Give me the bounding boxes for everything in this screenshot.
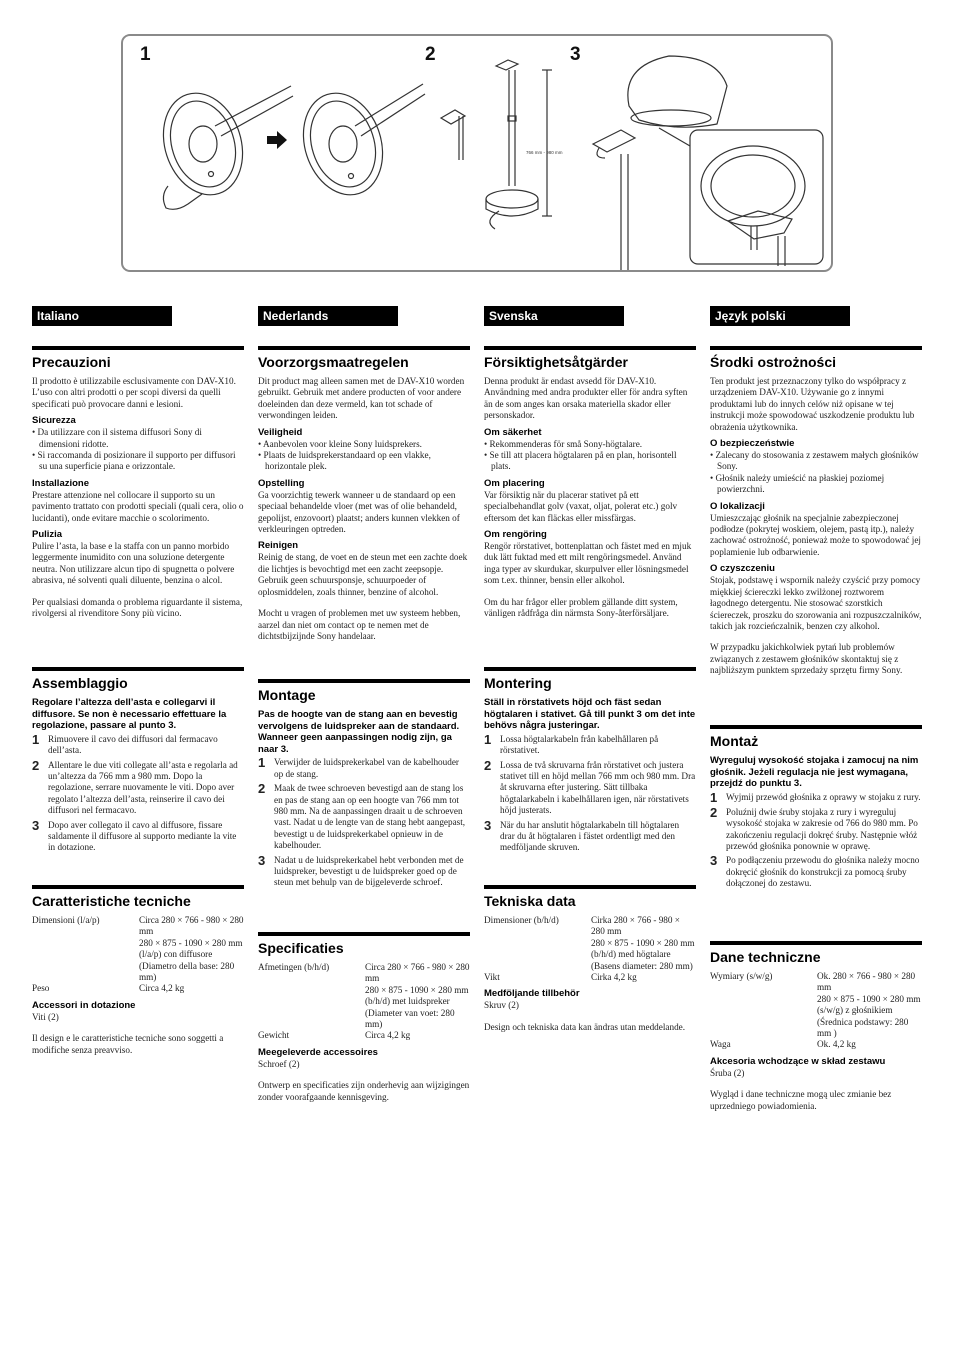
dimension-label: 766 mm - 980 mm — [526, 150, 563, 155]
spec-row — [258, 962, 470, 1030]
lead-instruction: Ställ in rörstativets höjd och fäst sedan högtalaren i stativet. Gå till punkt 3 om det inte behövs några justeringar. — [484, 697, 696, 732]
language-column — [484, 306, 696, 1035]
step-number: 3 — [258, 852, 266, 868]
paragraph: Om du har frågor eller problem gällande ditt system, vänligen rådfråga din närmsta Sony-återförsäljare. — [484, 596, 678, 619]
language-tab: Italiano — [32, 306, 172, 326]
step-text: Po podłączeniu przewodu do głośnika należy mocno dokręcić głośnik do konstrukcji za pomocą śruby dołączonej do zestawu. — [726, 855, 920, 889]
precautions-section — [484, 346, 696, 620]
step-item — [258, 783, 470, 851]
figure-step-1: 1 — [140, 44, 151, 65]
paragraph: Ten produkt jest przeznaczony tylko do współpracy z urządzeniem DAV-X10. Używanie go z innymi produktami lub do innych celów niż opisane w tej instrukcji może spowodować uszkodzenie produktu lub obrażenia użytkownika. — [710, 376, 915, 432]
figure-step-2: 2 — [425, 44, 436, 65]
paragraph: Mocht u vragen of problemen met uw systeem hebben, aarzel dan niet om contact op te nemen met de dichtstbijzijnde Sony handelaar. — [258, 608, 461, 641]
paragraph: Schroef (2) — [258, 1058, 300, 1069]
bullet-text: Plaats de luidsprekerstandaard op een vlakke, horizontale plek. — [263, 450, 431, 472]
lead-instruction: Regolare l’altezza dell’asta e collegarvi il diffusore. Se non è necessario effettuare la regolazione, passare al punto 3. — [32, 697, 227, 732]
lead-instruction: Pas de hoogte van de stang aan en bevestig vervolgens de luidspreker aan de standaard. Wanneer geen aanpassingen nodig zijn, ga naar 3. — [258, 709, 460, 755]
step-text: Rimuovere il cavo dei diffusori dal fermacavo dell’asta. — [48, 733, 218, 756]
precautions-section — [32, 346, 244, 620]
spec-row — [484, 972, 696, 983]
step-item — [710, 804, 922, 853]
base-plate-drawing-2 — [291, 83, 425, 205]
section-heading: Caratteristiche tecniche — [32, 893, 191, 909]
spec-row — [32, 983, 244, 994]
spec-value: Circa 280 × 766 - 980 × 280 mm 280 × 875 - 1090 × 280 mm (l/a/p) con diffusore (Diametro della base: 280 mm) — [139, 915, 244, 983]
arrow-icon — [267, 131, 287, 149]
spec-label: Vikt — [484, 972, 500, 983]
step-item — [484, 757, 696, 817]
spec-row — [32, 915, 244, 983]
spacer — [710, 1081, 922, 1089]
speaker-drawing — [593, 56, 727, 270]
illustration-panel — [121, 34, 833, 272]
bullet-item: • Si raccomanda di posizionare il supporto per diffusori su una superficie piana e orizzontale. — [32, 450, 236, 472]
section-heading: Montaż — [710, 733, 759, 749]
specifications-section — [258, 932, 470, 1103]
paragraph: Pulire l’asta, la base e la staffa con un panno morbido leggermente inumidito con una soluzione detergente neutra. Non utilizzare alcun tipo di spugnetta o polvere abrasiva, né solventi quali diluente, benzina o alcol. — [32, 541, 235, 586]
subheading: Om rengöring — [484, 529, 547, 541]
bullet-item: • Se till att placera högtalaren på en plan, horisontell plats. — [484, 450, 677, 472]
assembly-section — [484, 667, 696, 854]
paragraph: Umieszczając głośnik na specjalnie zabezpieczonej podłodze (pokrytej woskiem, olejem, pastą itp.), należy zachować ostrożność, ponieważ może to spowodować jej poplamienie lub odbarwienie. — [710, 512, 921, 557]
bracket-drawing — [441, 110, 465, 160]
step-number: 2 — [258, 781, 266, 797]
stand-drawing — [486, 60, 552, 229]
step-text: Verwijder de luidsprekerkabel van de kabelhouder op de stang. — [274, 757, 459, 779]
spec-row — [710, 971, 922, 1039]
spec-value: Circa 280 × 766 - 980 × 280 mm 280 × 875 - 1090 × 280 mm (b/h/d) met luidspreker (Diameter van voet: 280 mm) — [365, 962, 470, 1030]
spec-label: Gewicht — [258, 1030, 290, 1041]
spec-row — [710, 1039, 922, 1050]
paragraph: Prestare attenzione nel collocare il supporto su un pavimento trattato con prodotti speciali (quali cera, olio o lucidanti), onde evitare macchie o scolorimento. — [32, 489, 244, 523]
paragraph: Per qualsiasi domanda o problema riguardante il sistema, rivolgersi al rivenditore Sony più vicino. — [32, 596, 243, 619]
base-plate-drawing — [151, 83, 293, 210]
paragraph: W przypadku jakichkolwiek pytań lub problemów związanych z zestawem głośników skontaktuj się z najbliższym punktem sprzedaży sprzętu firmy Sony. — [710, 642, 903, 676]
specifications-section — [710, 941, 922, 1112]
subheading: O lokalizacji — [710, 500, 765, 512]
subheading: Akcesoria wchodzące w skład zestawu — [710, 1055, 886, 1067]
bullet-item: • Aanbevolen voor kleine Sony luidsprekers. — [258, 438, 422, 449]
section-heading: Försiktighetsåtgärder — [484, 354, 628, 370]
specifications-section — [484, 885, 696, 1033]
spec-row — [484, 915, 696, 972]
subheading: Opstelling — [258, 477, 305, 489]
paragraph: Ontwerp en specificaties zijn onderhevig aan wijzigingen zonder voorafgaande kennisgeving. — [258, 1080, 470, 1102]
spacer — [258, 1072, 470, 1080]
paragraph: Dit product mag alleen samen met de DAV-X10 worden gebruikt. Gebruik met andere producten of voor andere doeleinden dan deze vermeld, kan tot schade of verwondingen leiden. — [258, 376, 465, 421]
spacer — [258, 600, 470, 608]
step-item — [258, 852, 470, 889]
step-item — [32, 757, 244, 817]
step-item — [484, 817, 696, 854]
section-heading: Dane techniczne — [710, 949, 821, 965]
assembly-section — [710, 725, 922, 890]
paragraph: Ga voorzichtig tewerk wanneer u de standaard op een speciaal behandelde vloer (met was of olie behandeld, gepolijst, enzovoort) plaatst; anders kunnen vlekken of verkleuringen optreden. — [258, 489, 460, 535]
step-number: 2 — [484, 757, 492, 773]
section-heading: Montage — [258, 687, 316, 703]
section-heading: Precauzioni — [32, 354, 111, 370]
subheading: Reinigen — [258, 540, 299, 552]
bullet-item: • Da utilizzare con il sistema diffusori Sony di dimensioni ridotte. — [32, 427, 202, 449]
detail-inset-drawing — [659, 128, 823, 266]
step-number: 3 — [32, 817, 40, 833]
subheading: Medföljande tillbehör — [484, 988, 580, 1000]
step-item — [258, 757, 470, 780]
step-item — [710, 789, 922, 805]
bullet-text: Rekommenderas för små Sony-högtalare. — [489, 438, 643, 449]
bullet-text: Aanbevolen voor kleine Sony luidsprekers. — [263, 438, 422, 449]
spacer — [484, 1014, 696, 1022]
section-heading: Tekniska data — [484, 893, 576, 909]
bullet-item: • Rekommenderas för små Sony-högtalare. — [484, 438, 643, 449]
subheading: Pulizia — [32, 529, 63, 541]
precautions-section — [258, 346, 470, 642]
paragraph: Reinig de stang, de voet en de steun met een zachte doek die lichtjes is bevochtigd met een zacht zeepsopje. Gebruik geen schuursponsje, schuurpoeder of oplosmiddelen, zoals thinner, benzine of alcohol. — [258, 552, 468, 597]
precautions-section — [710, 346, 922, 677]
step-text: Wyjmij przewód głośnika z oprawy w stojaku z rury. — [726, 791, 921, 802]
step-text: Lossa de två skruvarna från rörstativet och justera stativet till en höjd mellan 766 mm och 980 mm. Dra åt skruvarna efter justering. Sätt tillbaka högtalarkabeln i kabelhållaren igen, när rörstativets höjd justerats. — [500, 759, 696, 816]
spec-value: Cirka 4,2 kg — [591, 972, 637, 983]
spec-label: Afmetingen (b/h/d) — [258, 962, 330, 972]
bullet-item: • Plaats de luidsprekerstandaard op een vlakke, horizontale plek. — [258, 450, 431, 472]
spec-value: Ok. 4,2 kg — [817, 1039, 856, 1050]
step-text: Lossa högtalarkabeln från kabelhållaren på rörstativet. — [500, 733, 659, 756]
assembly-illustration — [123, 36, 831, 270]
spec-value: Circa 4,2 kg — [365, 1030, 411, 1041]
bullet-text: Da utilizzare con il sistema diffusori Sony di dimensioni ridotte. — [37, 427, 202, 449]
step-number: 1 — [484, 731, 492, 747]
step-item — [32, 817, 244, 854]
assembly-section — [32, 667, 244, 854]
language-column — [258, 306, 470, 1105]
paragraph: Viti (2) — [32, 1011, 59, 1022]
subheading: Installazione — [32, 477, 90, 489]
spec-value: Circa 4,2 kg — [139, 983, 185, 994]
subheading: O czyszczeniu — [710, 563, 775, 575]
spacer — [32, 1025, 244, 1033]
step-number: 1 — [258, 755, 266, 771]
step-text: Maak de twee schroeven bevestigd aan de stang los en pas de stang aan op een hoogte van 766 mm tot 980 mm. Na de aanpassingen draait u de schroeven vast. Nadat u de lengte van de stang hebt aangepast, bevestigt u de luidsprekerkabel opnieuw in de kabelhouder. — [274, 783, 466, 851]
lead-instruction: Wyreguluj wysokość stojaka i zamocuj na nim głośnik. Jeżeli regulacja nie jest wymagana, przejdź do punktu 3. — [710, 755, 919, 790]
spacer — [32, 589, 244, 597]
paragraph: Wygląd i dane techniczne mogą ulec zmianie bez uprzedniego powiadomienia. — [710, 1089, 892, 1111]
paragraph: Skruv (2) — [484, 1000, 519, 1011]
language-tab: Nederlands — [258, 306, 398, 326]
spec-label: Wymiary (s/w/g) — [710, 971, 773, 981]
bullet-item: • Głośnik należy umieścić na płaskiej poziomej powierzchni. — [710, 472, 885, 495]
spacer — [710, 634, 922, 642]
specifications-section — [32, 885, 244, 1056]
step-number: 2 — [32, 757, 40, 773]
spacer — [484, 589, 696, 597]
step-item — [710, 855, 922, 889]
bullet-text: Zalecany do stosowania z zestawem małych głośników Sony. — [715, 450, 919, 472]
assembly-section — [258, 679, 470, 889]
subheading: Veiligheid — [258, 426, 303, 438]
paragraph: Var försiktig när du placerar stativet på ett specialbehandlat golv (vaxat, oljat, polerat etc.) golv eftersom det kan fläckas eller missfärgas. — [484, 489, 678, 523]
spec-label: Peso — [32, 983, 50, 994]
spec-label: Dimensioni (l/a/p) — [32, 915, 100, 925]
subheading: Sicurezza — [32, 415, 76, 427]
spec-label: Dimensioner (b/h/d) — [484, 915, 559, 925]
figure-step-3: 3 — [570, 44, 581, 65]
step-text: Nadat u de luidsprekerkabel hebt verbonden met de luidspreker, bevestigt u de luidspreker goed op de steun met behulp van de bijgeleverde schroef. — [274, 854, 464, 888]
subheading: Om säkerhet — [484, 426, 542, 438]
paragraph: Il design e le caratteristiche tecniche sono soggetti a modifiche senza preavviso. — [32, 1033, 224, 1055]
step-item — [32, 731, 244, 757]
step-text: Allentare le due viti collegate all’asta e regolarla ad un’altezza da 766 mm a 980 mm. Dopo la regolazione, serrare nuovamente le viti. Dopo aver regolato l’altezza dell’asta, reinserire il cavo dei diffusori nel fermacavo. — [48, 759, 238, 816]
paragraph: Il prodotto è utilizzabile esclusivamente con DAV-X10. L’uso con altri prodotti o per scopi diversi da quelli specificati può provocare danni e lesioni. — [32, 376, 236, 409]
step-number: 3 — [710, 853, 718, 869]
subheading: Om placering — [484, 477, 545, 489]
section-heading: Montering — [484, 675, 552, 691]
paragraph: Denna produkt är endast avsedd för DAV-X10. Användning med andra produkter eller för andra syften än de som anges kan orsaka materiella skador eller personskador. — [484, 376, 688, 421]
subheading: O bezpieczeństwie — [710, 438, 795, 450]
language-tab: Svenska — [484, 306, 624, 326]
language-column — [32, 306, 244, 1058]
subheading: Meegeleverde accessoires — [258, 1046, 378, 1058]
section-heading: Środki ostrożności — [710, 354, 837, 370]
step-number: 2 — [710, 804, 718, 820]
spec-value: Cirka 280 × 766 - 980 × 280 mm 280 × 875 - 1090 × 280 mm (b/h/d) med högtalare (Basens diameter: 280 mm) — [591, 915, 695, 971]
step-text: När du har anslutit högtalarkabeln till högtalaren drar du åt högtalaren i fästet ordentligt med den medföljande skruven. — [500, 819, 680, 853]
step-item — [484, 731, 696, 757]
spec-value: Ok. 280 × 766 - 980 × 280 mm 280 × 875 - 1090 × 280 mm (s/w/g) z głośnikiem (Średnica podstawy: 280 mm ) — [817, 971, 921, 1039]
language-column — [710, 306, 922, 1114]
step-number: 1 — [710, 789, 718, 805]
section-heading: Voorzorgsmaatregelen — [258, 354, 409, 370]
bullet-item: • Zalecany do stosowania z zestawem małych głośników Sony. — [710, 450, 919, 472]
spec-label: Waga — [710, 1039, 731, 1050]
paragraph: Rengör rörstativet, bottenplattan och fästet med en mjuk duk lätt fuktad med ett milt rengöringsmedel. Använd inga typer av skurdukar, skurpulver eller lösningsmedel som t.ex. thinner, bensin eller alkohol. — [484, 541, 692, 586]
step-number: 1 — [32, 731, 40, 747]
step-text: Dopo aver collegato il cavo al diffusore, fissare saldamente il diffusore al supporto mediante la vite in dotazione. — [48, 819, 237, 853]
paragraph: Design och tekniska data kan ändras utan meddelande. — [484, 1021, 686, 1032]
paragraph: Stojak, podstawę i wspornik należy czyścić przy pomocy miękkiej ściereczki lekko zwilżonej roztworem łagodnego detergentu. Nie stosować szorstkich ściereczek, proszku do szorowania ani rozpuszczalników, takich jak rozcieńczalnik, benzen czy alkohol. — [710, 575, 922, 631]
section-heading: Specificaties — [258, 940, 344, 956]
bullet-text: Se till att placera högtalaren på en plan, horisontell plats. — [489, 450, 677, 472]
spec-row — [258, 1030, 470, 1041]
step-number: 3 — [484, 817, 492, 833]
subheading: Accessori in dotazione — [32, 999, 136, 1011]
paragraph: Śruba (2) — [710, 1067, 745, 1078]
bullet-text: Si raccomanda di posizionare il supporto per diffusori su una superficie piana e orizzontale. — [37, 450, 236, 472]
language-tab: Język polski — [710, 306, 850, 326]
bullet-text: Głośnik należy umieścić na płaskiej poziomej powierzchni. — [715, 472, 885, 495]
section-heading: Assemblaggio — [32, 675, 128, 691]
step-text: Poluźnij dwie śruby stojaka z rury i wyreguluj wysokość stojaka w zakresie od 766 do 980 mm. Po zakończeniu regulacji dokręć śruby. Następnie włóż przewód głośnika ponownie w oprawę. — [726, 806, 918, 851]
